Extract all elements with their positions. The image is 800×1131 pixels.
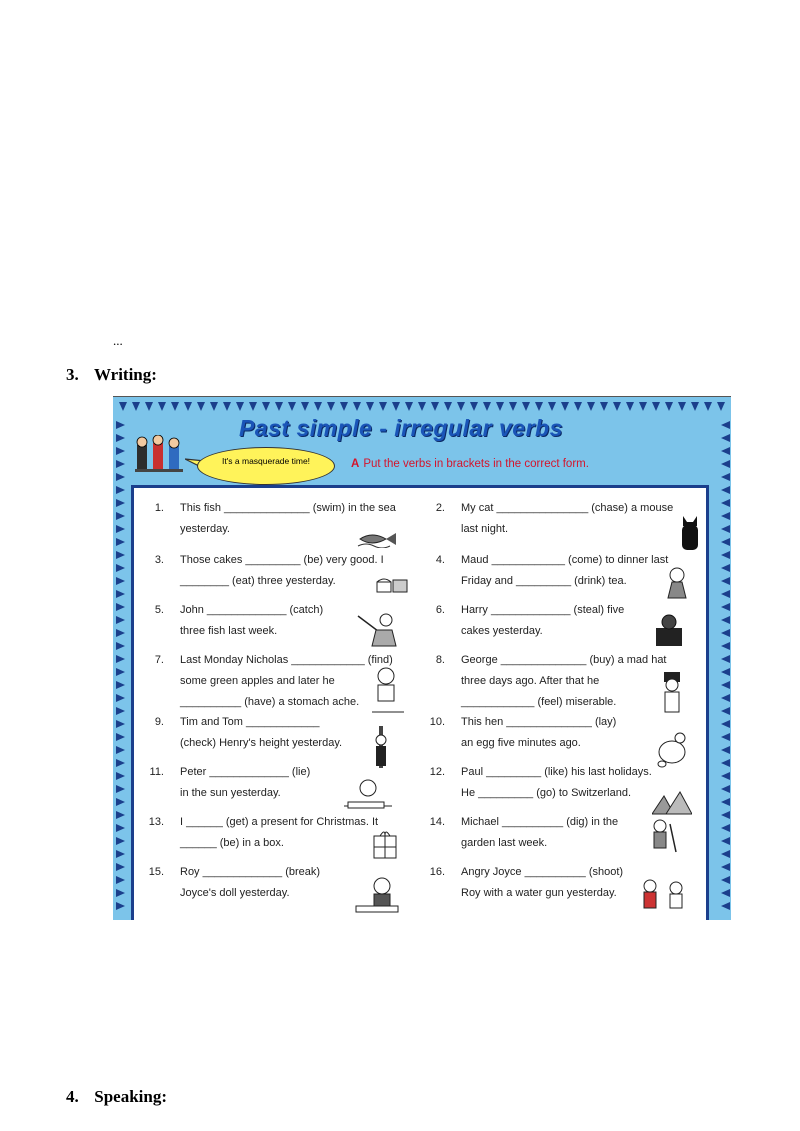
exercise-number: 4. xyxy=(435,554,445,566)
section-4-number: 4. xyxy=(66,1087,79,1106)
exercise-text-line: John _____________ (catch) xyxy=(180,604,324,616)
exercise-text-line: last night. xyxy=(461,523,509,535)
section-4-heading xyxy=(66,1087,167,1107)
girl-tea-icon xyxy=(662,566,692,600)
exercise-text-line: Friday and _________ (drink) tea. xyxy=(461,575,627,587)
man-hat-icon xyxy=(658,670,686,714)
exercise-text-line: Roy with a water gun yesterday. xyxy=(461,887,617,899)
fish-icon xyxy=(356,530,400,548)
hen-icon xyxy=(654,728,690,768)
exercise-text-line: My cat _______________ (chase) a mouse xyxy=(461,502,674,514)
instruction xyxy=(351,458,589,470)
exercise-number: 6. xyxy=(435,604,445,616)
exercise-number: 8. xyxy=(435,654,445,666)
exercise-number: 9. xyxy=(154,716,164,728)
exercise-number: 11. xyxy=(149,766,164,778)
ellipsis: ... xyxy=(113,333,123,348)
worksheet-title: Past simple - irregular verbs xyxy=(239,415,563,441)
exercise-text-line: yesterday. xyxy=(180,523,230,535)
exercise-text-line: Angry Joyce __________ (shoot) xyxy=(461,866,624,878)
sunbathing-icon xyxy=(340,778,394,816)
exercise-text-line: an egg five minutes ago. xyxy=(461,737,581,749)
section-4-title: Speaking: xyxy=(94,1087,167,1106)
exercise-number: 3. xyxy=(154,554,164,566)
section-3-number: 3. xyxy=(66,365,79,384)
fisherman-icon xyxy=(356,612,402,650)
exercise-number: 7. xyxy=(154,654,164,666)
exercise-text-line: Tim and Tom ____________ xyxy=(180,716,320,728)
exercise-text-line: cakes yesterday. xyxy=(461,625,543,637)
exercise-text-line: Roy _____________ (break) xyxy=(180,866,321,878)
exercise-number: 5. xyxy=(154,604,164,616)
exercise-number: 16. xyxy=(429,866,445,878)
section-3-title: Writing: xyxy=(93,365,157,384)
exercise-text-line: This hen ______________ (lay) xyxy=(461,716,617,728)
present-box-icon xyxy=(372,828,398,860)
exercise-text-line: three days ago. After that he xyxy=(461,675,600,687)
exercise-text-line: He _________ (go) to Switzerland. xyxy=(461,787,631,799)
speech-bubble: It's a masquerade time! xyxy=(197,447,335,485)
masquerade-kids-icon xyxy=(133,435,187,473)
exercise-text-line: This fish ______________ (swim) in the sea xyxy=(180,502,396,514)
exercise-text-line: in the sun yesterday. xyxy=(180,787,281,799)
exercise-text-line: Those cakes _________ (be) very good. I xyxy=(180,554,384,566)
exercise-text-line: Michael __________ (dig) in the xyxy=(461,816,619,828)
instruction-text: Put the verbs in brackets in the correct form. xyxy=(363,458,589,470)
cakes-icon xyxy=(374,572,410,596)
thief-icon xyxy=(652,614,686,648)
exercise-text-line: I ______ (get) a present for Christmas. It xyxy=(180,816,379,828)
mountains-icon xyxy=(652,790,692,816)
exercise-text-line: Last Monday Nicholas ____________ (find) xyxy=(180,654,393,666)
exercise-text-line: (check) Henry's height yesterday. xyxy=(180,737,343,749)
exercise-number: 12. xyxy=(429,766,445,778)
exercise-text-line: garden last week. xyxy=(461,837,548,849)
exercise-text-line: __________ (have) a stomach ache. xyxy=(180,696,360,708)
right-border-pattern xyxy=(719,417,731,917)
boy-stomach-icon xyxy=(370,666,406,714)
left-border-pattern xyxy=(115,417,127,917)
water-gun-icon xyxy=(640,878,688,914)
exercise-text-line: Harry _____________ (steal) five xyxy=(461,604,625,616)
top-border-pattern xyxy=(113,401,731,413)
exercise-number: 15. xyxy=(148,866,164,878)
height-check-icon xyxy=(372,726,390,768)
instruction-letter: A xyxy=(351,458,360,470)
exercise-text-line: Joyce's doll yesterday. xyxy=(180,887,290,899)
exercise-text-line: three fish last week. xyxy=(180,625,278,637)
section-3-heading xyxy=(66,365,157,385)
cat-icon xyxy=(679,512,701,552)
exercise-text-line: Paul _________ (like) his last holidays. xyxy=(461,766,652,778)
digging-icon xyxy=(648,818,682,856)
exercise-number: 14. xyxy=(429,816,445,828)
exercise-number: 10. xyxy=(429,716,445,728)
exercise-text-line: George ______________ (buy) a mad hat xyxy=(461,654,667,666)
exercise-text-line: some green apples and later he xyxy=(180,675,335,687)
exercise-text-line: Peter _____________ (lie) xyxy=(180,766,311,778)
exercise-panel xyxy=(131,485,709,920)
broken-doll-icon xyxy=(354,876,400,914)
exercise-text-line: ________ (eat) three yesterday. xyxy=(180,575,336,587)
exercise-text-line: Maud ____________ (come) to dinner last xyxy=(461,554,669,566)
exercise-number: 13. xyxy=(148,816,164,828)
exercise-text-line: ____________ (feel) miserable. xyxy=(461,696,617,708)
exercise-number: 1. xyxy=(154,502,164,514)
worksheet-image xyxy=(113,396,731,920)
exercise-text-line: ______ (be) in a box. xyxy=(180,837,284,849)
exercise-number: 2. xyxy=(435,502,445,514)
